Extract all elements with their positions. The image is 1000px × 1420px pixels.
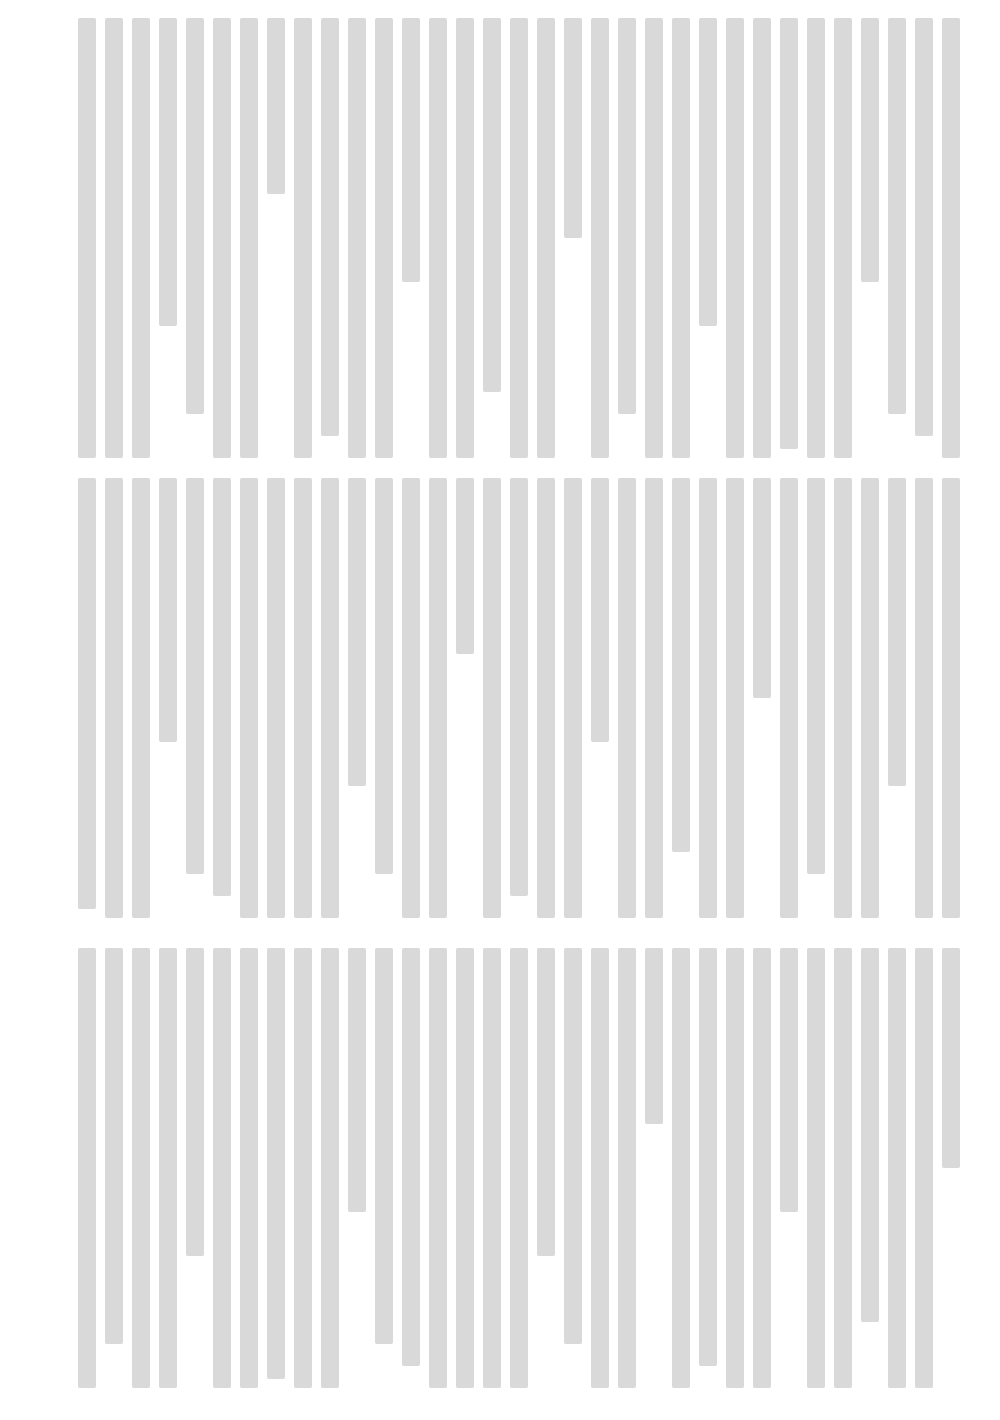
text-column xyxy=(645,18,663,458)
text-column xyxy=(483,18,501,392)
text-column xyxy=(186,948,204,1256)
text-column xyxy=(321,948,339,1388)
text-column xyxy=(672,948,690,1388)
text-column xyxy=(834,478,852,918)
text-column xyxy=(348,18,366,458)
text-column xyxy=(429,478,447,918)
text-column xyxy=(699,948,717,1366)
text-column xyxy=(753,478,771,698)
text-column xyxy=(537,948,555,1256)
text-column xyxy=(132,18,150,458)
text-column xyxy=(942,948,960,1168)
text-column xyxy=(159,18,177,326)
text-column xyxy=(888,478,906,786)
text-column xyxy=(564,948,582,1344)
text-column xyxy=(105,948,123,1344)
text-column xyxy=(699,478,717,918)
text-column xyxy=(213,948,231,1388)
text-column xyxy=(672,478,690,852)
text-column xyxy=(132,948,150,1388)
text-column xyxy=(564,18,582,238)
text-column xyxy=(78,478,96,909)
text-column xyxy=(375,18,393,458)
text-column xyxy=(726,948,744,1388)
text-column xyxy=(348,478,366,786)
text-column xyxy=(618,478,636,918)
text-column xyxy=(429,948,447,1388)
text-column xyxy=(537,478,555,918)
text-column xyxy=(861,18,879,282)
text-column xyxy=(402,948,420,1366)
text-column xyxy=(105,478,123,918)
text-band-top xyxy=(60,18,960,458)
text-column xyxy=(780,948,798,1212)
text-column xyxy=(915,948,933,1388)
text-column xyxy=(375,948,393,1344)
text-column xyxy=(780,18,798,449)
text-column xyxy=(645,948,663,1124)
text-column xyxy=(834,948,852,1388)
text-column xyxy=(375,478,393,874)
text-column xyxy=(240,478,258,918)
text-column xyxy=(240,18,258,458)
text-column xyxy=(78,948,96,1388)
text-column xyxy=(321,478,339,918)
text-column xyxy=(861,948,879,1322)
text-band-bottom xyxy=(60,948,960,1388)
text-column xyxy=(456,948,474,1388)
text-column xyxy=(915,18,933,436)
text-column xyxy=(456,478,474,654)
text-column xyxy=(186,18,204,414)
text-band-middle xyxy=(60,478,960,918)
text-column xyxy=(294,948,312,1388)
text-column xyxy=(888,948,906,1388)
text-column xyxy=(861,478,879,918)
text-column xyxy=(591,478,609,742)
text-column xyxy=(240,948,258,1388)
text-column xyxy=(213,478,231,896)
text-column xyxy=(618,948,636,1388)
text-column xyxy=(753,18,771,458)
text-column xyxy=(915,478,933,918)
text-column xyxy=(483,478,501,918)
text-column xyxy=(942,18,960,458)
text-column xyxy=(294,18,312,458)
text-column xyxy=(294,478,312,918)
text-column xyxy=(321,18,339,436)
text-column xyxy=(267,478,285,918)
text-column xyxy=(726,478,744,918)
text-column xyxy=(78,18,96,458)
text-column xyxy=(564,478,582,918)
text-column xyxy=(132,478,150,918)
text-column xyxy=(591,18,609,458)
text-column xyxy=(159,948,177,1388)
text-column xyxy=(834,18,852,458)
text-column xyxy=(807,18,825,458)
text-column xyxy=(618,18,636,414)
text-column xyxy=(402,18,420,282)
text-column xyxy=(429,18,447,458)
text-column xyxy=(537,18,555,458)
text-column xyxy=(186,478,204,874)
text-column xyxy=(510,478,528,896)
text-column xyxy=(807,948,825,1388)
text-column xyxy=(483,948,501,1388)
text-column xyxy=(159,478,177,742)
text-column xyxy=(672,18,690,458)
text-column xyxy=(645,478,663,918)
text-column xyxy=(888,18,906,414)
text-column xyxy=(510,18,528,458)
text-column xyxy=(213,18,231,458)
text-column xyxy=(780,478,798,918)
text-column xyxy=(456,18,474,458)
text-column xyxy=(726,18,744,458)
text-column xyxy=(267,948,285,1379)
text-column xyxy=(510,948,528,1388)
text-column xyxy=(348,948,366,1212)
text-column xyxy=(753,948,771,1388)
text-column xyxy=(402,478,420,918)
text-column xyxy=(942,478,960,918)
text-column xyxy=(807,478,825,874)
text-column xyxy=(591,948,609,1388)
text-column xyxy=(105,18,123,458)
text-column xyxy=(267,18,285,194)
text-column xyxy=(699,18,717,326)
